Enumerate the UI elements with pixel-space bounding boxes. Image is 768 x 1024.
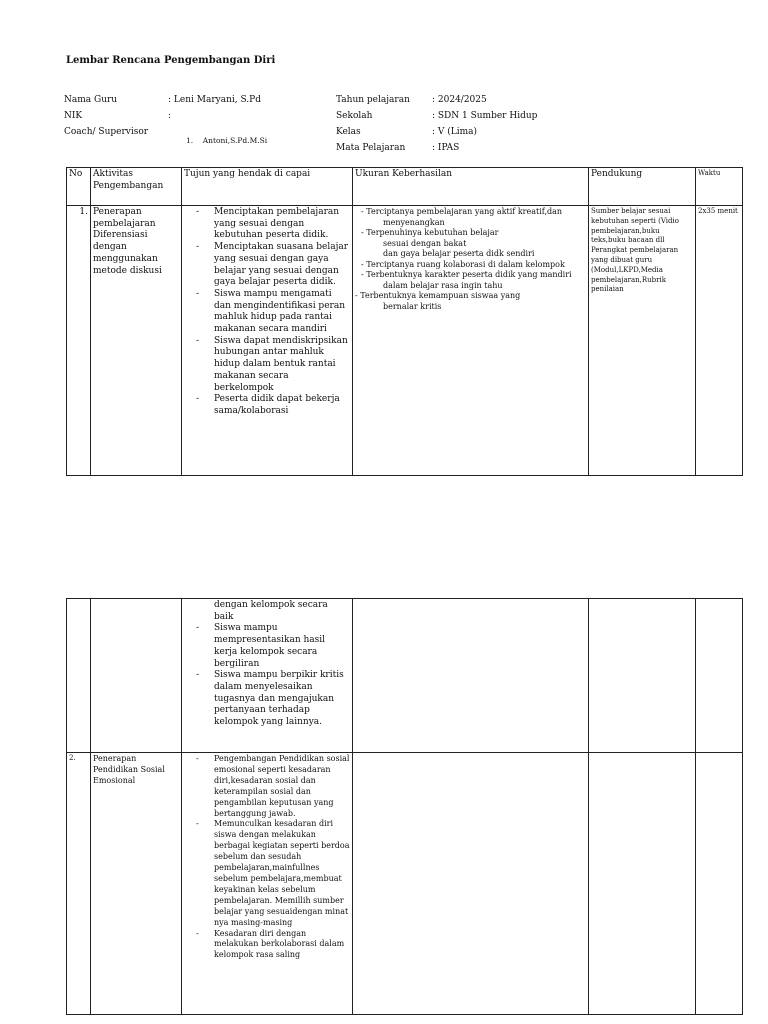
info-left-values	[168, 92, 261, 124]
table-row	[67, 753, 743, 1015]
ukuran-line: - Terbentuknya karakter peserta didik yang mandiri	[361, 270, 572, 279]
row2-tujuan	[182, 753, 353, 1015]
header-tujuan: Tujun yang hendak di capai	[182, 168, 353, 206]
table-row	[67, 599, 743, 753]
ukuran-line: - Terpenuhinya kebutuhan belajar	[361, 228, 499, 237]
list-item: - Siswa mampu mengamati dan mengindentifikasi peran mahluk hidup pada rantai makanan secara mandiri	[184, 289, 350, 336]
header-ukuran: Ukuran Keberhasilan	[353, 168, 589, 206]
ukuran-line: - Terciptanya pembelajaran yang aktif kreatif,dan	[361, 207, 563, 216]
plan-table-page2	[66, 598, 743, 1015]
value-mapel: : IPAS	[432, 143, 460, 153]
list-item: - Siswa mampu mempresentasikan hasil kerja kelompok secara bergiliran	[184, 623, 350, 670]
value-nama-guru: : Leni Maryani, S.Pd	[168, 95, 261, 105]
value-sekolah: : SDN 1 Sumber Hidup	[432, 111, 538, 121]
list-item: - Memunculkan kesadaran diri siswa dengan melakukan berbagai kegiatan seperti berdoa sebelum dan sesudah pembelajaran,mainfullnes sebelum pembelajara,membuat keyakinan kelas sebelum pembelajaran. Memillih sumber belajar yang sesuaidengan minat nya masing-masing	[184, 819, 350, 928]
list-item: - Menciptakan suasana belajar yang sesuai dengan gaya belajar yang sesuai dengan gaya belajar peserta didik.	[184, 242, 350, 289]
label-mapel: Mata Pelajaran	[336, 143, 406, 153]
label-nama-guru: Nama Guru	[64, 95, 118, 105]
row1-tujuan-list	[184, 207, 350, 418]
list-item: - Kesadaran diri dengan melakukan berkolaborasi dalam kelompok rasa saling	[184, 929, 350, 962]
row1-ukuran	[353, 206, 589, 476]
value-kelas: : V (Lima)	[432, 127, 478, 137]
header-aktivitas: Aktivitas Pengembangan	[91, 168, 182, 206]
row1-aktivitas: Penerapan pembelajaran Diferensiasi dengan menggunakan metode diskusi	[91, 206, 182, 476]
label-nik: NIK	[64, 111, 83, 121]
header-waktu: Waktu	[696, 168, 743, 206]
value-nik: :	[168, 111, 172, 121]
list-item: - Pengembangan Pendidikan sosial emosional seperti kesadaran diri,kesadaran sosial dan keterampilan sosial dan pengambilan keputusan yang bertanggung jawab.	[184, 754, 350, 819]
row1-waktu: 2x35 menit	[696, 206, 743, 476]
ukuran-line: dan gaya belajar peserta didk sendiri	[383, 249, 535, 258]
list-item: - Siswa mampu berpikir kritis dalam menyelesaikan tugasnya dan mengajukan pertanyaan terhadap kelompok yang lainnya.	[184, 670, 350, 729]
table-header-row	[67, 168, 743, 206]
cont-tujuan	[182, 599, 353, 753]
row2-no: 2.	[67, 753, 91, 1015]
label-coach: Coach/ Supervisor	[64, 127, 149, 137]
header-no: No	[67, 168, 91, 206]
table-row	[67, 206, 743, 476]
cont-lead: dengan kelompok secara baik	[214, 600, 328, 622]
list-item: - Siswa dapat mendiskripsikan hubungan antar mahluk hidup dalam bentuk rantai makanan secara berkelompok	[184, 336, 350, 395]
ukuran-line: sesuai dengan bakat	[383, 238, 467, 248]
label-tahun: Tahun pelajaran	[336, 95, 410, 105]
list-item: - Menciptakan pembelajaran yang sesuai dengan kebutuhan peserta didik.	[184, 207, 350, 242]
label-sekolah: Sekolah	[336, 111, 373, 121]
supervisor-name: 1. Antoni,S.Pd.M.Si	[186, 136, 268, 145]
page-title: Lembar Rencana Pengembangan Diri	[66, 55, 276, 66]
ukuran-line: - Terbentuknya kemampuan siswaa yang	[355, 291, 521, 300]
ukuran-line: - Terciptanya ruang kolaborasi di dalam kelompok	[361, 259, 565, 269]
ukuran-line: dalam belajar rasa ingin tahu	[383, 280, 503, 290]
info-left-labels	[64, 92, 168, 140]
info-right-values	[432, 92, 537, 156]
info-right-labels	[336, 92, 432, 156]
plan-table-page1	[66, 167, 743, 476]
value-tahun: : 2024/2025	[432, 95, 487, 105]
label-kelas: Kelas	[336, 127, 361, 137]
ukuran-line: bernalar kritis	[383, 301, 442, 311]
cont-tujuan-list	[184, 623, 350, 728]
row1-pendukung: Sumber belajar sesuai kebutuhan seperti (Vidio pembelajaran,buku teks,buku bacaan dll Perangkat pembelajaran yang dibuat guru (Modul,LKPD,Media pembelajaran,Rubrik penilaian	[589, 206, 696, 476]
list-item: - Peserta didik dapat bekerja sama/kolaborasi	[184, 394, 350, 417]
row2-tujuan-list	[184, 754, 350, 961]
header-pendukung: Pendukung	[589, 168, 696, 206]
ukuran-line: menyenangkan	[383, 217, 445, 227]
row1-no: 1.	[67, 206, 91, 476]
row1-tujuan	[182, 206, 353, 476]
row2-aktivitas: Penerapan Pendidikan Sosial Emosional	[91, 753, 182, 1015]
